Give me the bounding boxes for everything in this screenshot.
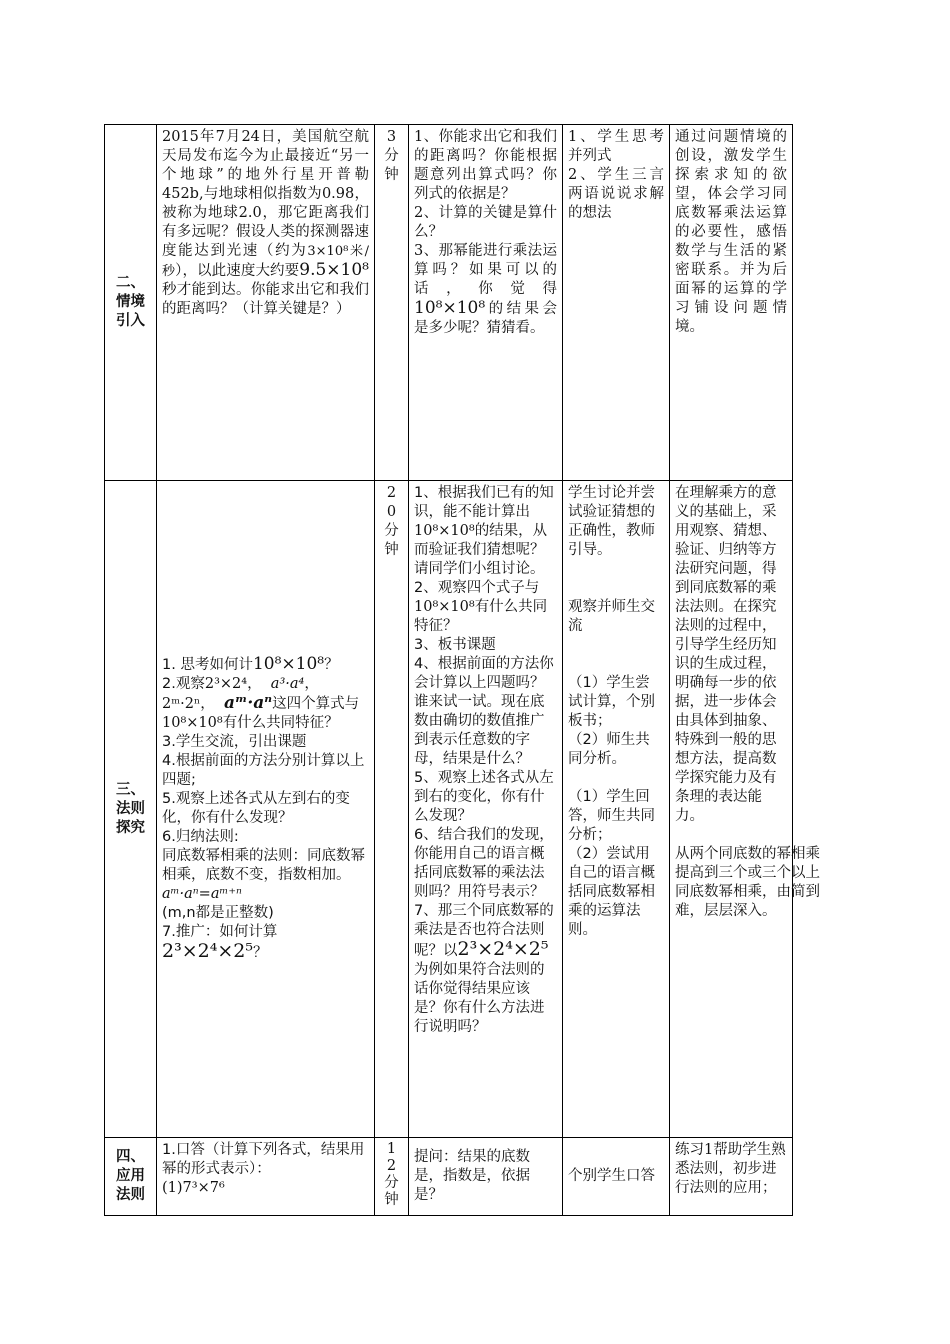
teacher-activity-cell <box>409 481 563 1138</box>
teacher-text: 6、结合我们的发现，你能用自己的语言概括同底数幂的乘法法则吗？用符号表示？ <box>414 827 554 900</box>
math-expression: (1)7³×7⁶ <box>162 1180 225 1196</box>
teacher-text: 2、观察四个式子与 <box>414 580 540 596</box>
stage-label: 引入 <box>116 313 145 329</box>
content-line: 5.观察上述各式从左到右的变化，你有什么发现？ <box>162 791 350 826</box>
content-line: 7.推广：如何计算 <box>162 924 278 940</box>
content-text: ？ <box>324 657 339 673</box>
math-expression: 9.5×10⁸ <box>299 260 369 280</box>
time-text: 钟 <box>384 542 399 558</box>
content-text: ？ <box>252 945 268 961</box>
teacher-text: 3、板书课题 <box>414 637 496 653</box>
student-activity-cell <box>563 125 670 481</box>
time-cell <box>375 125 409 481</box>
stage-label: 四、 <box>116 1149 145 1165</box>
math-expression: 10⁸×10⁸ <box>162 715 223 731</box>
content-text: ），以此速度大约要 <box>175 263 300 279</box>
content-text: 同底数幂相乘的法则：同底数幂相乘，底数不变，指数相加。 <box>162 848 365 883</box>
teacher-text: 提问：结果的底数是，指数是，依据是？ <box>414 1149 530 1203</box>
time-text: 钟 <box>384 1192 399 1208</box>
time-text: 分 <box>384 148 399 164</box>
time-text: 0 <box>386 504 397 520</box>
stage-cell <box>105 1138 157 1216</box>
math-expression: 3×10⁸米/秒 <box>162 244 369 279</box>
time-text: 分 <box>384 523 399 539</box>
teacher-text: 7、那三个同底数幂的乘法是否也符合法则呢？以 <box>414 903 554 959</box>
student-text: （1）学生尝试计算，个别板书； <box>568 675 655 729</box>
table-row-application <box>105 1138 793 1216</box>
math-expression: 2ᵐ·2ⁿ <box>162 696 201 712</box>
student-activity-cell <box>563 481 670 1138</box>
time-text: 1 <box>386 1141 397 1157</box>
teacher-text: 的结果，从而验证我们猜想呢？请同学们小组讨论。 <box>414 523 548 577</box>
intent-text: 练习1帮助学生熟悉法则，初步进行法则的应用； <box>675 1142 786 1196</box>
math-expression: 2³×2⁴×2⁵ <box>162 940 253 962</box>
table-row-situation <box>105 125 793 481</box>
math-expression: 10⁸×10⁸ <box>414 523 475 539</box>
stage-label: 情境 <box>116 294 145 310</box>
math-expression: 2³×2⁴×2⁵ <box>457 938 549 960</box>
stage-label: 三、 <box>116 781 145 798</box>
content-line: 2ᵐ·2ⁿ， aᵐ·aⁿ这四个算式与10⁸×10⁸有什么共同特征？ <box>162 693 360 731</box>
teacher-text: 1、你能求出它和我们的距离吗？你能根据题意列出算式吗？你列式的依据是？ <box>414 129 557 202</box>
table-row-exploration <box>105 481 793 1138</box>
student-activity-cell <box>563 1138 670 1216</box>
content-line: (m,n都是正整数) <box>162 905 274 921</box>
content-cell <box>157 481 375 1138</box>
content-text: 2.观察 <box>162 676 205 692</box>
time-cell <box>375 1138 409 1216</box>
time-text: 2 <box>386 1158 397 1174</box>
math-expression: 2³×2⁴ <box>204 676 248 692</box>
time-cell <box>375 481 409 1138</box>
math-expression: 10⁸×10⁸ <box>252 654 325 674</box>
stage-label: 二、 <box>116 275 145 291</box>
content-line: 4.根据前面的方法分别计算以上四题; <box>162 753 365 788</box>
math-expression: 10⁸×10⁸ <box>414 599 475 615</box>
teacher-text: 3、那幂能进行乘法运算吗？如果可以的话，你觉得 <box>414 243 557 297</box>
design-intent-cell <box>670 125 793 481</box>
teacher-activity-cell <box>409 1138 563 1216</box>
stage-label: 应用 <box>116 1168 145 1184</box>
content-line: 6.归纳法则: <box>162 829 239 845</box>
time-text: 分 <box>384 1175 399 1191</box>
teacher-text: 1、根据我们已有的知识，能不能计算出 <box>414 485 554 520</box>
student-text: 1、学生思考并列式 <box>568 129 664 164</box>
student-text: （1）学生回答，师生共同分析； <box>568 789 655 843</box>
content-text: 1. 思考如何计 <box>162 657 253 673</box>
content-text: 这四个算式与 <box>272 696 360 712</box>
content-text: 2015年7月24日，美国航空航天局发布迄今为止最接近“另一个地球”的地外行星开普勒452b,与地球相似指数为0.98，被称为地球2.0，那它距离我们有多远呢？假设人类的探测器速度能达到光速（约为 <box>162 129 369 259</box>
content-text: 秒才能到达。你能求出它和我们的距离吗？（计算关键是？） <box>162 282 369 317</box>
teacher-text: 4、根据前面的方法你会计算以上四题吗？谁来试一试。现在底数由确切的数值推广到表示任意数的字母，结果是什么？ <box>414 656 554 767</box>
time-text: 2 <box>386 485 397 501</box>
content-text: 1.口答（计算下列各式，结果用幂的形式表示）： <box>162 1142 365 1177</box>
math-expression: a³·a⁴ <box>270 676 305 692</box>
math-expression: aᵐ·aⁿ <box>223 693 273 713</box>
content-line <box>162 847 369 904</box>
intent-text: 从两个同底数的幂相乘提高到三个或三个以上同底数幂相乘，由简到难，层层深入。 <box>675 846 820 919</box>
teacher-text: 为例如果符合法则的话你觉得结果应该是？你有什么方法进行说明吗？ <box>414 962 545 1035</box>
student-text: 个别学生口答 <box>568 1168 655 1184</box>
teacher-text: 的结果会是多少呢？猜猜看。 <box>414 301 557 336</box>
student-text: 学生讨论并尝试验证猜想的正确性，教师引导。 <box>568 485 655 558</box>
math-formula: aᵐ·aⁿ=aᵐ⁺ⁿ <box>162 886 242 902</box>
teacher-text: 有什么共同特征？ <box>414 599 548 634</box>
content-line <box>162 942 369 963</box>
lesson-plan-table <box>104 124 820 1216</box>
time-text: 钟 <box>384 167 399 183</box>
time-text: 3 <box>386 129 397 145</box>
content-cell <box>157 1138 375 1216</box>
student-text: 观察并师生交流 <box>568 599 655 634</box>
intent-text: 通过问题情境的创设，激发学生探索求知的欲望，体会学习同底数幂乘法运算的必要性，感悟数学与生活的紧密联系。并为后面幂的运算的学习铺设问题情境。 <box>675 129 787 335</box>
design-intent-cell <box>670 1138 793 1216</box>
student-text: 2、学生三言两语说说求解的想法 <box>568 167 664 221</box>
student-text: （2）师生共同分析。 <box>568 732 650 767</box>
design-intent-cell <box>670 481 820 1138</box>
stage-label: 法则 <box>116 800 145 817</box>
teacher-activity-cell <box>409 125 563 481</box>
stage-cell <box>105 125 157 481</box>
student-text: （2）尝试用自己的语言概括同底数幂相乘的运算法则。 <box>568 846 655 938</box>
stage-label: 探究 <box>116 819 145 836</box>
content-line <box>162 655 369 675</box>
teacher-text: 5、观察上述各式从左到右的变化，你有什么发现？ <box>414 770 554 824</box>
stage-label: 法则 <box>116 1187 145 1203</box>
content-cell <box>157 125 375 481</box>
content-line: 2.观察2³×2⁴， a³·a⁴， <box>162 676 319 692</box>
stage-cell <box>105 481 157 1138</box>
content-text: 有什么共同特征？ <box>222 715 339 731</box>
content-line: 3.学生交流，引出课题 <box>162 734 307 750</box>
intent-text: 在理解乘方的意义的基础上，采用观察、猜想、验证、归纳等方法研究问题，得到同底数幂的乘法法则。在探究法则的过程中，引导学生经历知识的生成过程，明确每一步的依据，进一步体会由具体到抽象、特殊到一般的思想方法，提高数学探究能力及有条理的表达能力。 <box>675 485 777 824</box>
teacher-text: 2、计算的关键是算什么？ <box>414 205 557 240</box>
math-expression: 10⁸×10⁸ <box>414 298 486 318</box>
